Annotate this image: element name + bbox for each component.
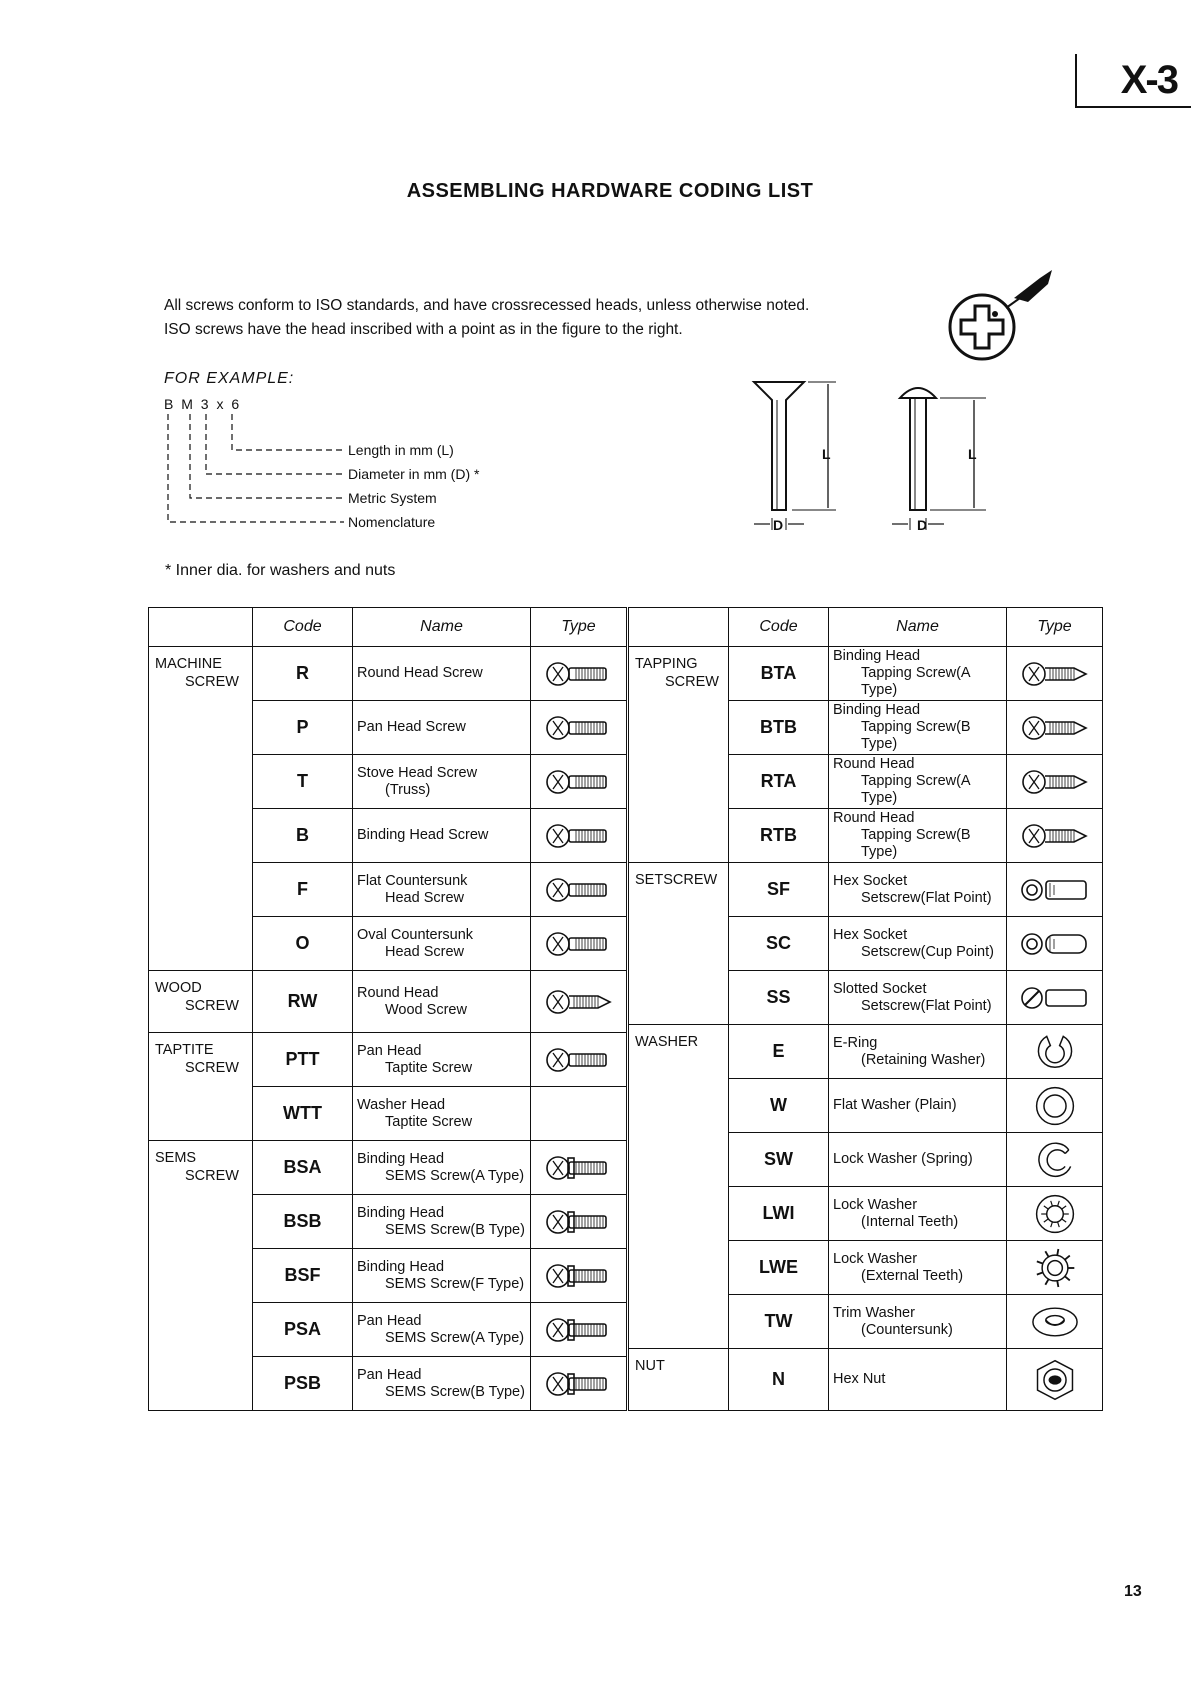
type-cell xyxy=(1007,1079,1103,1133)
type-cell xyxy=(531,809,627,863)
table-row xyxy=(629,647,1103,701)
header-category xyxy=(629,608,729,647)
type-cell xyxy=(1007,809,1103,863)
category-cell xyxy=(629,1025,729,1349)
label-diameter-2: D xyxy=(917,517,928,533)
name-line-1: E-Ring xyxy=(833,1034,878,1051)
type-cell xyxy=(531,755,627,809)
section-number: X-3 xyxy=(1120,58,1177,102)
flat-countersunk-screw-icon xyxy=(544,873,614,907)
header-category xyxy=(149,608,253,647)
name-cell xyxy=(829,863,1007,917)
name-cell xyxy=(829,1079,1007,1133)
category-label: TAPPING xyxy=(635,656,698,672)
type-cell xyxy=(531,1087,627,1141)
code-cell: PSB xyxy=(253,1357,353,1411)
name-line-1: Binding Head xyxy=(357,1258,445,1275)
name-line-2: Tapping Screw(A Type) xyxy=(861,665,970,698)
code-cell: E xyxy=(729,1025,829,1079)
type-cell xyxy=(531,1141,627,1195)
type-cell xyxy=(1007,647,1103,701)
sems-screw-b-icon xyxy=(544,1205,614,1239)
name-cell xyxy=(829,755,1007,809)
name-line-1: Binding Head xyxy=(833,702,921,718)
category-cell xyxy=(149,647,253,971)
category-label: NUT xyxy=(635,1358,665,1374)
category-label-line-2: SCREW xyxy=(185,1060,239,1076)
name-cell xyxy=(353,755,531,809)
name-line-1: Lock Washer xyxy=(833,1196,918,1213)
name-line-1: Round Head xyxy=(833,756,915,772)
name-line-2: (Retaining Washer) xyxy=(861,1051,986,1068)
name-cell xyxy=(829,647,1007,701)
name-cell xyxy=(829,1187,1007,1241)
page-title: ASSEMBLING HARDWARE CODING LIST xyxy=(406,180,814,202)
code-cell: LWE xyxy=(729,1241,829,1295)
name-line-1: Binding Head Screw xyxy=(357,827,489,843)
name-cell xyxy=(353,647,531,701)
name-line-1: Binding Head xyxy=(357,1204,445,1221)
code-cell: SF xyxy=(729,863,829,917)
name-line-2: (Truss) xyxy=(385,781,431,798)
hardware-table-left xyxy=(148,607,627,1411)
table-row xyxy=(149,647,627,701)
type-cell xyxy=(1007,1295,1103,1349)
header-type: Type xyxy=(531,608,627,647)
table-row xyxy=(149,971,627,1033)
code-cell: SS xyxy=(729,971,829,1025)
name-cell xyxy=(829,809,1007,863)
oval-countersunk-screw-icon xyxy=(544,927,614,961)
header-name: Name xyxy=(829,608,1007,647)
category-cell xyxy=(629,1349,729,1411)
name-cell xyxy=(353,1141,531,1195)
name-line-1: Lock Washer (Spring) xyxy=(833,1151,973,1167)
name-line-2: (Internal Teeth) xyxy=(861,1213,959,1230)
hex-setscrew-flat-icon xyxy=(1020,873,1090,907)
name-line-1: Slotted Socket xyxy=(833,980,927,997)
category-label-line-2: SCREW xyxy=(665,674,719,690)
code-cell: WTT xyxy=(253,1087,353,1141)
hardware-table-right xyxy=(628,607,1103,1411)
category-label: SETSCREW xyxy=(635,872,718,888)
name-line-1: Washer Head xyxy=(357,1096,446,1113)
type-cell xyxy=(1007,755,1103,809)
name-cell xyxy=(353,917,531,971)
code-cell: R xyxy=(253,647,353,701)
name-line-1: Hex Socket xyxy=(833,926,908,943)
table-row xyxy=(149,1033,627,1087)
name-line-2: SEMS Screw(F Type) xyxy=(385,1275,525,1292)
type-cell xyxy=(1007,1025,1103,1079)
category-label: WASHER xyxy=(635,1034,699,1050)
type-cell xyxy=(531,1249,627,1303)
category-cell xyxy=(629,647,729,863)
sems-screw-f-icon xyxy=(544,1259,614,1293)
name-cell xyxy=(829,701,1007,755)
name-line-2: Taptite Screw xyxy=(385,1059,473,1076)
name-line-1: Binding Head xyxy=(357,1150,445,1167)
type-cell xyxy=(531,1303,627,1357)
name-line-2: Setscrew(Flat Point) xyxy=(861,997,992,1014)
name-line-1: Oval Countersunk xyxy=(357,926,474,943)
code-cell: PTT xyxy=(253,1033,353,1087)
type-cell xyxy=(1007,1241,1103,1295)
header-code: Code xyxy=(729,608,829,647)
code-cell: BTB xyxy=(729,701,829,755)
name-line-1: Binding Head xyxy=(833,648,921,664)
page-number: 13 xyxy=(1124,1583,1142,1600)
wood-screw-icon xyxy=(544,985,614,1019)
name-line-1: Round Head Screw xyxy=(357,665,483,681)
name-cell xyxy=(353,1249,531,1303)
flat-washer-icon xyxy=(1020,1083,1090,1129)
label-length-2: L xyxy=(968,446,977,462)
code-cell: TW xyxy=(729,1295,829,1349)
category-cell xyxy=(149,1033,253,1141)
name-line-1: Pan Head xyxy=(357,1366,422,1383)
name-line-2: SEMS Screw(A Type) xyxy=(385,1329,525,1346)
example-code: B M 3 x 6 xyxy=(164,396,242,412)
type-cell xyxy=(531,1033,627,1087)
name-line-1: Round Head xyxy=(833,810,915,826)
name-line-2: Setscrew(Cup Point) xyxy=(861,943,994,960)
code-cell: O xyxy=(253,917,353,971)
legend-metric: Metric System xyxy=(348,490,437,506)
name-line-2: Tapping Screw(B Type) xyxy=(861,719,971,752)
name-line-2: Taptite Screw xyxy=(385,1113,473,1130)
sems-screw-a-icon xyxy=(544,1151,614,1185)
round-head-screw-icon xyxy=(544,657,614,691)
legend-diameter: Diameter in mm (D) * xyxy=(348,466,480,482)
type-cell xyxy=(531,863,627,917)
table-header xyxy=(629,608,1103,647)
name-line-2: SEMS Screw(A Type) xyxy=(385,1167,525,1184)
example-heading: FOR EXAMPLE: xyxy=(164,370,295,387)
type-cell xyxy=(531,971,627,1033)
type-cell xyxy=(531,647,627,701)
e-ring-icon xyxy=(1020,1029,1090,1075)
code-cell: BSF xyxy=(253,1249,353,1303)
name-line-1: Hex Socket xyxy=(833,872,908,889)
code-cell: RTB xyxy=(729,809,829,863)
name-line-2: Tapping Screw(A Type) xyxy=(861,773,970,806)
name-cell xyxy=(353,1087,531,1141)
hex-setscrew-cup-icon xyxy=(1020,927,1090,961)
name-line-1: Flat Countersunk xyxy=(357,872,468,889)
type-cell xyxy=(531,701,627,755)
category-label: WOOD xyxy=(155,980,202,996)
name-line-1: Trim Washer xyxy=(833,1304,915,1321)
name-cell xyxy=(829,1295,1007,1349)
pan-sems-screw-b-icon xyxy=(544,1367,614,1401)
type-cell xyxy=(531,1357,627,1411)
tapping-screw-b-icon xyxy=(1020,711,1090,745)
name-line-2: Head Screw xyxy=(385,889,464,906)
name-cell xyxy=(829,917,1007,971)
code-cell: RW xyxy=(253,971,353,1033)
code-cell: T xyxy=(253,755,353,809)
name-cell xyxy=(829,1241,1007,1295)
type-cell xyxy=(1007,1133,1103,1187)
table-row xyxy=(629,1349,1103,1411)
category-label: TAPTITE xyxy=(155,1042,214,1058)
table-header xyxy=(149,608,627,647)
trim-washer-icon xyxy=(1020,1299,1090,1345)
name-cell xyxy=(829,1133,1007,1187)
code-cell: F xyxy=(253,863,353,917)
name-line-2: SEMS Screw(B Type) xyxy=(385,1383,525,1400)
header-name: Name xyxy=(353,608,531,647)
stove-head-screw-icon xyxy=(544,765,614,799)
legend-length: Length in mm (L) xyxy=(348,442,454,458)
round-tapping-screw-b-icon xyxy=(1020,819,1090,853)
table-row xyxy=(629,1025,1103,1079)
spring-washer-icon xyxy=(1020,1137,1090,1183)
name-line-1: Round Head xyxy=(357,984,439,1001)
code-cell: BTA xyxy=(729,647,829,701)
code-cell: SC xyxy=(729,917,829,971)
washer-taptite-screw-icon xyxy=(544,1091,614,1137)
name-line-1: Pan Head xyxy=(357,1042,422,1059)
hex-nut-icon xyxy=(1020,1357,1090,1403)
code-cell: BSA xyxy=(253,1141,353,1195)
name-line-1: Hex Nut xyxy=(833,1371,886,1387)
table-row xyxy=(629,863,1103,917)
name-line-2: Head Screw xyxy=(385,943,464,960)
name-cell xyxy=(829,971,1007,1025)
round-tapping-screw-a-icon xyxy=(1020,765,1090,799)
type-cell xyxy=(1007,917,1103,971)
external-tooth-washer-icon xyxy=(1020,1245,1090,1291)
name-line-2: SEMS Screw(B Type) xyxy=(385,1221,525,1238)
legend-nomenclature: Nomenclature xyxy=(348,514,436,530)
name-cell xyxy=(353,971,531,1033)
name-cell xyxy=(353,701,531,755)
name-line-2: (Countersunk) xyxy=(861,1321,953,1338)
code-cell: B xyxy=(253,809,353,863)
section-tab xyxy=(1075,54,1191,108)
code-cell: LWI xyxy=(729,1187,829,1241)
type-cell xyxy=(1007,1349,1103,1411)
tapping-screw-a-icon xyxy=(1020,657,1090,691)
name-cell xyxy=(353,1033,531,1087)
header-type: Type xyxy=(1007,608,1103,647)
type-cell xyxy=(1007,701,1103,755)
pan-taptite-screw-icon xyxy=(544,1043,614,1077)
footnote: * Inner dia. for washers and nuts xyxy=(165,562,396,579)
category-cell xyxy=(149,1141,253,1411)
name-cell xyxy=(829,1349,1007,1411)
label-diameter-1: D xyxy=(773,517,784,533)
type-cell xyxy=(531,1195,627,1249)
name-cell xyxy=(353,863,531,917)
header-code: Code xyxy=(253,608,353,647)
name-line-1: Pan Head Screw xyxy=(357,719,466,735)
name-line-1: Stove Head Screw xyxy=(357,764,478,781)
internal-tooth-washer-icon xyxy=(1020,1191,1090,1237)
type-cell xyxy=(531,917,627,971)
example-leader-lines xyxy=(164,414,344,534)
intro-line-1: All screws conform to ISO standards, and have crossrecessed heads, unless otherwise noted. xyxy=(164,297,810,314)
intro-line-2: ISO screws have the head inscribed with a point as in the figure to the right. xyxy=(164,321,683,338)
code-cell: N xyxy=(729,1349,829,1411)
category-label-line-2: SCREW xyxy=(185,674,239,690)
table-row xyxy=(149,1141,627,1195)
category-label-line-2: SCREW xyxy=(185,1168,239,1184)
iso-head-icon xyxy=(944,262,1064,362)
category-cell xyxy=(629,863,729,1025)
code-cell: BSB xyxy=(253,1195,353,1249)
code-cell: PSA xyxy=(253,1303,353,1357)
name-line-2: Wood Screw xyxy=(385,1001,467,1018)
binding-head-screw-icon xyxy=(544,819,614,853)
name-line-1: Pan Head xyxy=(357,1312,422,1329)
code-cell: RTA xyxy=(729,755,829,809)
name-line-1: Flat Washer (Plain) xyxy=(833,1097,957,1113)
category-cell xyxy=(149,971,253,1033)
code-cell: SW xyxy=(729,1133,829,1187)
category-label: SEMS xyxy=(155,1150,197,1166)
type-cell xyxy=(1007,863,1103,917)
name-cell xyxy=(353,809,531,863)
type-cell xyxy=(1007,971,1103,1025)
category-label: MACHINE xyxy=(155,656,222,672)
name-cell xyxy=(353,1303,531,1357)
name-line-2: (External Teeth) xyxy=(861,1267,964,1284)
name-cell xyxy=(829,1025,1007,1079)
slotted-setscrew-icon xyxy=(1020,981,1090,1015)
name-line-1: Lock Washer xyxy=(833,1250,918,1267)
code-cell: W xyxy=(729,1079,829,1133)
name-line-2: Setscrew(Flat Point) xyxy=(861,889,992,906)
pan-head-screw-icon xyxy=(544,711,614,745)
code-cell: P xyxy=(253,701,353,755)
name-cell xyxy=(353,1357,531,1411)
type-cell xyxy=(1007,1187,1103,1241)
pan-sems-screw-a-icon xyxy=(544,1313,614,1347)
name-cell xyxy=(353,1195,531,1249)
label-length-1: L xyxy=(822,446,831,462)
name-line-2: Tapping Screw(B Type) xyxy=(861,827,971,860)
category-label-line-2: SCREW xyxy=(185,998,239,1014)
